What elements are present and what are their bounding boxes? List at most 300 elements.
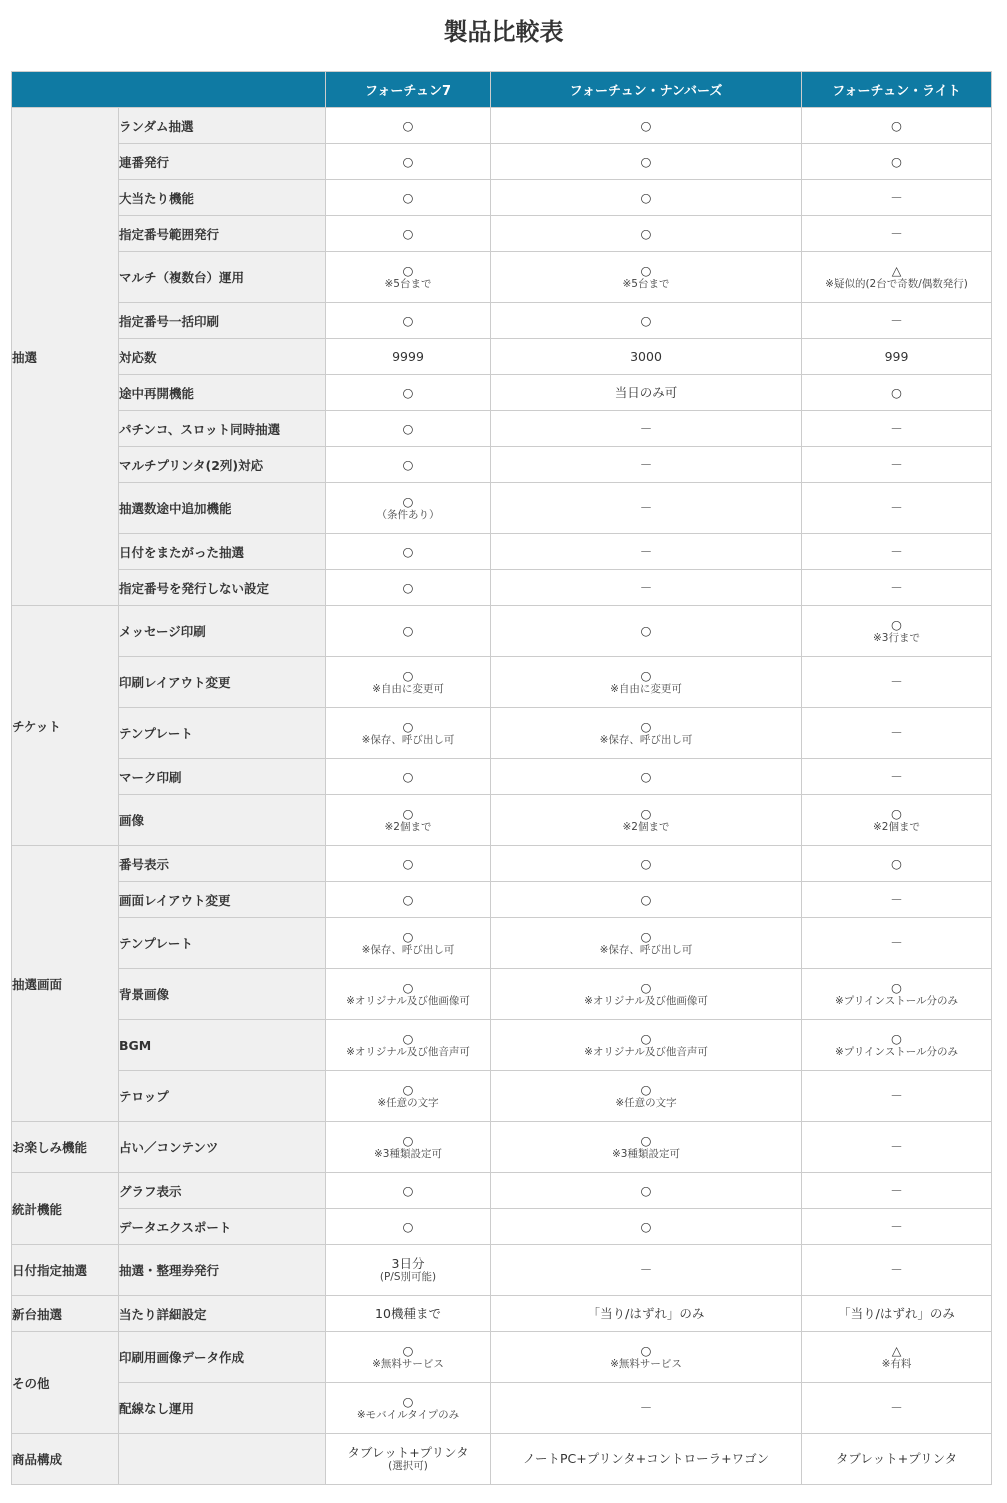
value-main: －	[890, 189, 903, 205]
value-main: ○	[640, 1030, 652, 1046]
value-cell	[326, 570, 491, 606]
value-main: 「当り/はずれ」のみ	[838, 1305, 955, 1321]
table-row	[12, 303, 992, 339]
value-cell	[802, 252, 992, 303]
value-note: (P/S別可能)	[379, 1271, 437, 1284]
value-cell	[491, 375, 802, 411]
value-main: ○	[402, 1081, 414, 1097]
value-main: ○	[891, 979, 902, 995]
table-row	[12, 1434, 992, 1485]
value-main: ○	[402, 493, 414, 509]
table-row	[12, 918, 992, 969]
value-main: －	[890, 312, 903, 328]
value-main: －	[890, 1262, 903, 1278]
feature-cell: 連番発行	[119, 144, 326, 180]
feature-cell: グラフ表示	[119, 1173, 326, 1209]
value-cell	[326, 606, 491, 657]
value-main: －	[890, 579, 903, 595]
feature-cell: 番号表示	[119, 846, 326, 882]
value-main: －	[890, 674, 903, 690]
value-cell	[326, 144, 491, 180]
table-row	[12, 969, 992, 1020]
value-main: ○	[640, 667, 652, 683]
value-cell	[491, 708, 802, 759]
value-main: ○	[402, 579, 414, 595]
value-main: ○	[891, 805, 902, 821]
value-note: （条件あり）	[376, 509, 440, 522]
value-cell	[491, 252, 802, 303]
value-note: ※3行まで	[873, 632, 920, 645]
feature-cell: マーク印刷	[119, 759, 326, 795]
value-main: ○	[402, 768, 414, 784]
value-main: ○	[402, 1218, 414, 1234]
value-cell	[802, 1383, 992, 1434]
value-cell	[802, 303, 992, 339]
value-cell	[802, 483, 992, 534]
value-main: －	[639, 1262, 653, 1278]
value-main: ○	[640, 928, 652, 944]
value-main: ○	[891, 384, 902, 400]
feature-cell: 画像	[119, 795, 326, 846]
value-cell	[491, 657, 802, 708]
value-main: －	[890, 1088, 903, 1104]
value-main: －	[890, 1400, 903, 1416]
value-cell	[326, 447, 491, 483]
table-row	[12, 795, 992, 846]
value-main: －	[890, 420, 903, 436]
table-row	[12, 1020, 992, 1071]
header-row	[12, 72, 992, 108]
table-row	[12, 144, 992, 180]
value-main: ○	[640, 768, 652, 784]
value-main: －	[639, 1400, 653, 1416]
value-cell	[491, 339, 802, 375]
value-cell	[326, 483, 491, 534]
table-row	[12, 657, 992, 708]
value-cell	[491, 180, 802, 216]
value-cell	[326, 411, 491, 447]
value-cell	[802, 1209, 992, 1245]
value-main: －	[890, 1139, 903, 1155]
value-main: ○	[402, 623, 414, 639]
table-body	[12, 108, 992, 1485]
value-cell	[491, 1434, 802, 1485]
value-cell	[802, 1122, 992, 1173]
value-main: ○	[640, 1218, 652, 1234]
feature-cell: パチンコ、スロット同時抽選	[119, 411, 326, 447]
feature-cell: マルチ（複数台）運用	[119, 252, 326, 303]
value-cell	[491, 144, 802, 180]
value-main: ○	[402, 667, 414, 683]
feature-cell: 当たり詳細設定	[119, 1296, 326, 1332]
value-cell	[491, 1332, 802, 1383]
value-cell	[491, 534, 802, 570]
value-main: ○	[891, 117, 902, 133]
value-cell	[491, 1071, 802, 1122]
value-main: ○	[402, 1030, 414, 1046]
value-cell	[491, 1296, 802, 1332]
category-cell: 統計機能	[12, 1173, 119, 1245]
feature-cell: 背景画像	[119, 969, 326, 1020]
value-note: ※5台まで	[622, 278, 670, 291]
value-cell	[802, 918, 992, 969]
value-cell	[802, 339, 992, 375]
value-note: ※有料	[881, 1358, 912, 1371]
value-cell	[802, 708, 992, 759]
value-cell	[491, 303, 802, 339]
value-main: ○	[402, 384, 414, 400]
value-main: ○	[402, 979, 414, 995]
value-note: ※保存、呼び出し可	[361, 944, 455, 957]
value-main: ○	[891, 153, 902, 169]
table-row	[12, 252, 992, 303]
value-main: ○	[402, 262, 414, 278]
value-note: ※無料サービス	[372, 1358, 444, 1371]
category-cell: その他	[12, 1332, 119, 1434]
feature-cell: テンプレート	[119, 918, 326, 969]
value-note: ※オリジナル及び他音声可	[346, 1046, 470, 1059]
value-main: ○	[640, 718, 652, 734]
table-row	[12, 846, 992, 882]
value-cell	[802, 108, 992, 144]
value-cell	[326, 1296, 491, 1332]
value-cell	[802, 759, 992, 795]
value-cell	[802, 795, 992, 846]
header-fortune-lite: フォーチュン・ライト	[802, 72, 992, 108]
table-row	[12, 1296, 992, 1332]
value-main: －	[639, 456, 653, 472]
feature-cell: 印刷用画像データ作成	[119, 1332, 326, 1383]
value-main: －	[890, 935, 903, 951]
category-cell: 新台抽選	[12, 1296, 119, 1332]
value-note: ※プリインストール分のみ	[834, 1046, 959, 1059]
value-cell	[802, 1434, 992, 1485]
value-note: ※5台まで	[384, 278, 432, 291]
value-main: ○	[640, 117, 652, 133]
comparison-table	[11, 71, 992, 1485]
feature-cell	[119, 1434, 326, 1485]
feature-cell: ランダム抽選	[119, 108, 326, 144]
feature-cell: 指定番号一括印刷	[119, 303, 326, 339]
value-note: ※疑似的(2台で奇数/偶数発行)	[825, 278, 968, 291]
value-main: ○	[640, 1342, 652, 1358]
value-cell	[326, 1332, 491, 1383]
feature-cell: 抽選数途中追加機能	[119, 483, 326, 534]
table-row	[12, 1332, 992, 1383]
value-main: ○	[640, 855, 652, 871]
value-main: ○	[891, 1030, 902, 1046]
value-main: ○	[402, 1393, 414, 1409]
feature-cell: 配線なし運用	[119, 1383, 326, 1434]
feature-cell: マルチプリンタ(2列)対応	[119, 447, 326, 483]
value-cell	[326, 846, 491, 882]
value-cell	[802, 570, 992, 606]
value-cell	[491, 606, 802, 657]
value-note: ※2個まで	[384, 821, 432, 834]
value-note: ※保存、呼び出し可	[361, 734, 455, 747]
feature-cell: 印刷レイアウト変更	[119, 657, 326, 708]
value-note: ※無料サービス	[610, 1358, 682, 1371]
value-main: ○	[891, 616, 902, 632]
feature-cell: 占い／コンテンツ	[119, 1122, 326, 1173]
value-cell	[802, 969, 992, 1020]
header-blank	[12, 72, 326, 108]
category-cell: 抽選画面	[12, 846, 119, 1122]
value-cell	[326, 969, 491, 1020]
value-cell	[326, 216, 491, 252]
table-row	[12, 534, 992, 570]
feature-cell: 抽選・整理券発行	[119, 1245, 326, 1296]
value-cell	[326, 795, 491, 846]
value-cell	[491, 108, 802, 144]
category-cell: チケット	[12, 606, 119, 846]
table-row	[12, 375, 992, 411]
table-row	[12, 606, 992, 657]
value-cell	[491, 1245, 802, 1296]
value-cell	[802, 1071, 992, 1122]
value-main: ○	[402, 456, 414, 472]
value-main: ○	[640, 1182, 652, 1198]
value-cell	[326, 657, 491, 708]
value-main: －	[639, 543, 653, 559]
value-cell	[326, 339, 491, 375]
value-cell	[802, 411, 992, 447]
value-main: －	[639, 579, 653, 595]
value-main: ○	[402, 225, 414, 241]
value-main: ○	[402, 543, 414, 559]
value-cell	[326, 918, 491, 969]
value-cell	[802, 606, 992, 657]
value-cell	[802, 846, 992, 882]
value-main: －	[890, 456, 903, 472]
value-note: ※自由に変更可	[610, 683, 682, 696]
category-cell: お楽しみ機能	[12, 1122, 119, 1173]
feature-cell: テンプレート	[119, 708, 326, 759]
value-note: ※プリインストール分のみ	[834, 995, 959, 1008]
header-fortune7: フォーチュン7	[326, 72, 491, 108]
value-main: ○	[402, 117, 414, 133]
table-row	[12, 1245, 992, 1296]
value-cell	[326, 1434, 491, 1485]
value-main: －	[890, 768, 903, 784]
category-cell: 抽選	[12, 108, 119, 606]
value-note: ※オリジナル及び他画像可	[346, 995, 470, 1008]
value-cell	[491, 969, 802, 1020]
table-row	[12, 882, 992, 918]
value-main: ○	[402, 153, 414, 169]
table-row	[12, 1071, 992, 1122]
table-row	[12, 108, 992, 144]
value-main: ○	[640, 891, 652, 907]
value-main: －	[890, 1182, 903, 1198]
value-cell	[326, 1173, 491, 1209]
value-main: ○	[640, 623, 652, 639]
value-main: ○	[402, 855, 414, 871]
table-row	[12, 708, 992, 759]
feature-cell: 指定番号範囲発行	[119, 216, 326, 252]
value-cell	[326, 1122, 491, 1173]
feature-cell: テロップ	[119, 1071, 326, 1122]
value-cell	[802, 144, 992, 180]
value-main: －	[890, 543, 903, 559]
value-cell	[491, 570, 802, 606]
value-main: ○	[402, 420, 414, 436]
table-row	[12, 483, 992, 534]
value-main: ノートPC+プリンタ+コントローラ+ワゴン	[522, 1451, 770, 1467]
value-main: －	[890, 225, 903, 241]
table-row	[12, 1209, 992, 1245]
value-cell	[326, 534, 491, 570]
value-cell	[491, 411, 802, 447]
value-note: ※3種類設定可	[612, 1148, 680, 1161]
value-main: －	[890, 1218, 903, 1234]
header-fortune-numbers: フォーチュン・ナンバーズ	[491, 72, 802, 108]
value-main: ○	[640, 225, 652, 241]
feature-cell: 日付をまたがった抽選	[119, 534, 326, 570]
value-main: ○	[402, 928, 414, 944]
table-row	[12, 216, 992, 252]
value-main: ○	[402, 891, 414, 907]
value-main: 3000	[630, 348, 662, 364]
table-row	[12, 339, 992, 375]
feature-cell: BGM	[119, 1020, 326, 1071]
value-note: ※2個まで	[622, 821, 670, 834]
value-note: ※オリジナル及び他画像可	[584, 995, 708, 1008]
value-cell	[491, 1173, 802, 1209]
value-cell	[491, 216, 802, 252]
value-cell	[326, 375, 491, 411]
value-cell	[326, 1245, 491, 1296]
value-cell	[326, 1020, 491, 1071]
value-main: ○	[402, 1132, 414, 1148]
value-cell	[802, 1296, 992, 1332]
value-main: ○	[891, 855, 902, 871]
value-note: ※保存、呼び出し可	[599, 734, 693, 747]
value-main: ○	[640, 153, 652, 169]
value-note: ※2個まで	[873, 821, 920, 834]
value-cell	[326, 759, 491, 795]
value-cell	[491, 447, 802, 483]
value-main: －	[890, 891, 903, 907]
value-main: －	[639, 420, 653, 436]
value-main: 999	[884, 348, 909, 364]
value-cell	[802, 375, 992, 411]
value-cell	[802, 1173, 992, 1209]
value-main: 3日分	[391, 1255, 425, 1271]
value-main: 9999	[392, 348, 424, 364]
value-cell	[491, 1209, 802, 1245]
page-title: 製品比較表	[443, 18, 564, 46]
table-row	[12, 570, 992, 606]
value-main: ○	[640, 262, 652, 278]
value-cell	[802, 1245, 992, 1296]
category-cell: 日付指定抽選	[12, 1245, 119, 1296]
value-note: ※3種類設定可	[374, 1148, 442, 1161]
feature-cell: 指定番号を発行しない設定	[119, 570, 326, 606]
value-cell	[326, 882, 491, 918]
value-cell	[802, 882, 992, 918]
value-main: ○	[402, 805, 414, 821]
table-row	[12, 447, 992, 483]
value-main: ○	[640, 312, 652, 328]
value-cell	[802, 657, 992, 708]
value-cell	[491, 795, 802, 846]
value-cell	[326, 1209, 491, 1245]
table-row	[12, 411, 992, 447]
value-note: ※オリジナル及び他音声可	[584, 1046, 708, 1059]
value-cell	[326, 1383, 491, 1434]
value-main: －	[890, 725, 903, 741]
value-cell	[802, 180, 992, 216]
value-main: ○	[402, 1182, 414, 1198]
value-cell	[326, 180, 491, 216]
value-cell	[491, 483, 802, 534]
value-cell	[326, 1071, 491, 1122]
feature-cell: 画面レイアウト変更	[119, 882, 326, 918]
value-note: ※モバイルタイプのみ	[356, 1409, 460, 1422]
category-cell: 商品構成	[12, 1434, 119, 1485]
value-cell	[326, 708, 491, 759]
table-row	[12, 1173, 992, 1209]
value-cell	[491, 1383, 802, 1434]
value-main: －	[639, 500, 653, 516]
value-cell	[802, 216, 992, 252]
value-cell	[802, 1020, 992, 1071]
value-cell	[802, 534, 992, 570]
value-main: ○	[640, 1132, 652, 1148]
feature-cell: 対応数	[119, 339, 326, 375]
value-note: ※任意の文字	[377, 1097, 439, 1110]
value-main: －	[890, 500, 903, 516]
table-row	[12, 759, 992, 795]
value-cell	[491, 1122, 802, 1173]
value-cell	[491, 918, 802, 969]
value-cell	[326, 108, 491, 144]
table-row	[12, 1122, 992, 1173]
value-main: ○	[402, 718, 414, 734]
value-main: ○	[402, 189, 414, 205]
value-cell	[326, 252, 491, 303]
table-row	[12, 180, 992, 216]
table-row	[12, 1383, 992, 1434]
value-note: (選択可)	[388, 1460, 428, 1473]
value-main: ○	[640, 979, 652, 995]
value-note: ※任意の文字	[615, 1097, 677, 1110]
value-cell	[326, 303, 491, 339]
value-main: ○	[402, 1342, 414, 1358]
feature-cell: 大当たり機能	[119, 180, 326, 216]
value-main: 「当り/はずれ」のみ	[587, 1305, 705, 1321]
value-cell	[491, 1020, 802, 1071]
value-main: ○	[640, 189, 652, 205]
value-main: ○	[640, 805, 652, 821]
value-main: タブレット+プリンタ	[835, 1451, 958, 1467]
value-cell	[491, 882, 802, 918]
value-main: △	[891, 1342, 902, 1358]
feature-cell: メッセージ印刷	[119, 606, 326, 657]
value-cell	[491, 846, 802, 882]
value-main: △	[891, 262, 902, 278]
value-main: ○	[402, 312, 414, 328]
feature-cell: 途中再開機能	[119, 375, 326, 411]
value-main: 10機種まで	[375, 1305, 441, 1321]
value-cell	[802, 447, 992, 483]
value-note: ※保存、呼び出し可	[599, 944, 693, 957]
feature-cell: データエクスポート	[119, 1209, 326, 1245]
value-note: ※自由に変更可	[372, 683, 444, 696]
value-main: タブレット+プリンタ	[347, 1444, 469, 1460]
value-cell	[491, 759, 802, 795]
